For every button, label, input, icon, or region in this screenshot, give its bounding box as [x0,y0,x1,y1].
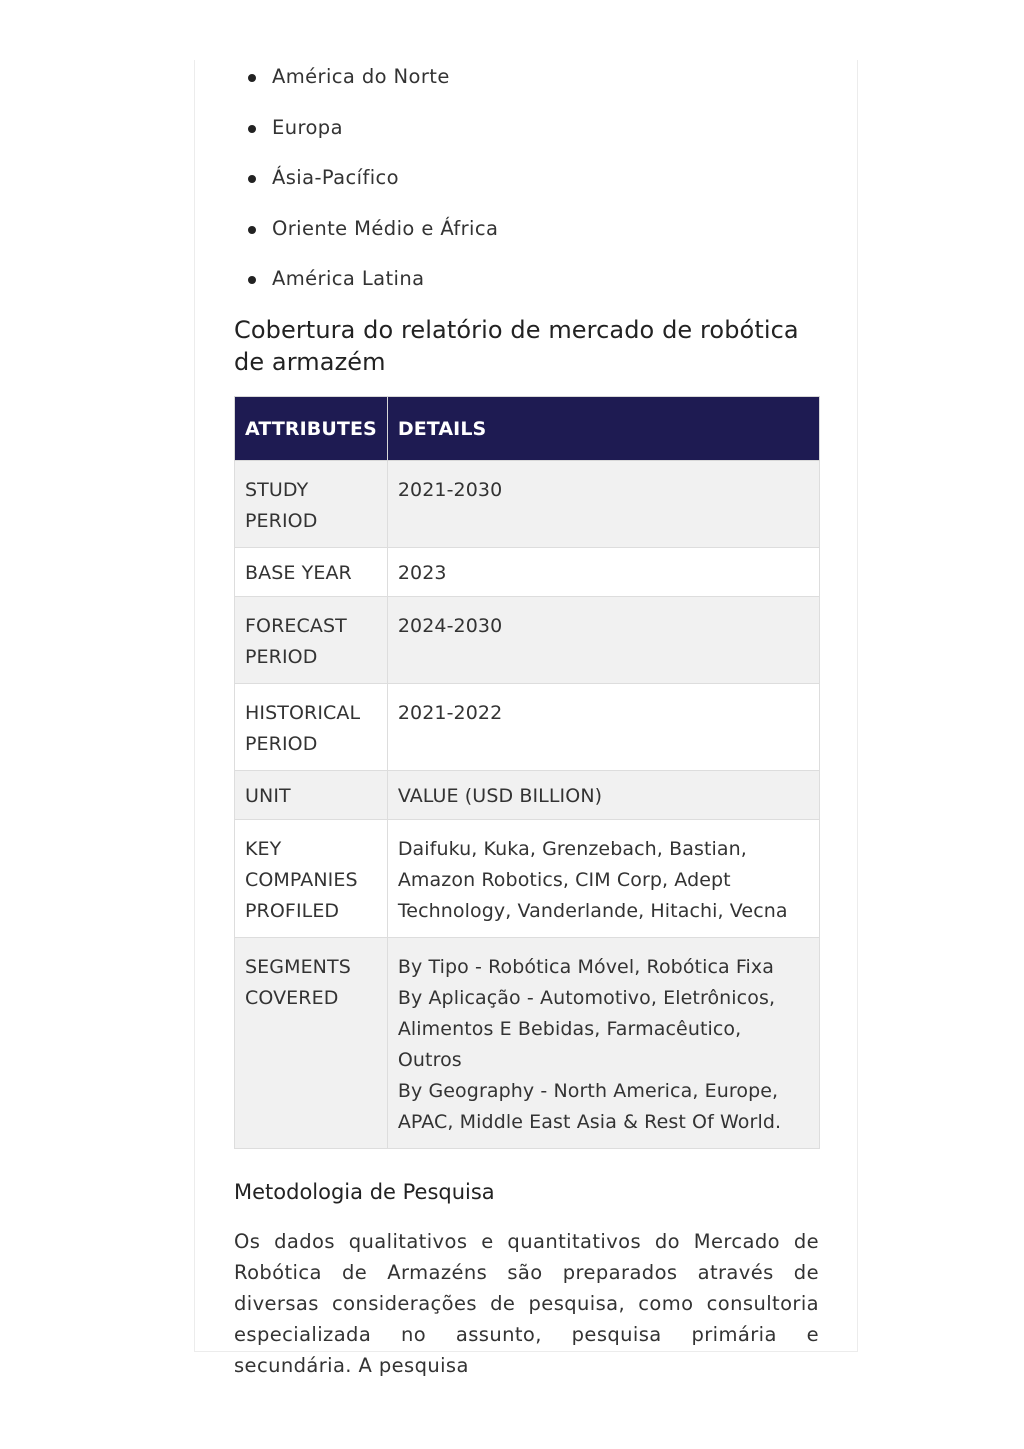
attribute-cell: FORECAST PERIOD [235,597,388,684]
details-cell [387,938,819,1149]
table-row [235,597,820,684]
details-cell: 2023 [387,548,819,597]
attribute-cell: HISTORICAL PERIOD [235,684,388,771]
header-attributes: ATTRIBUTES [235,397,388,461]
segment-line: By Geography - North America, Europe, APAC, Middle East Asia & Rest Of World. [397,1080,782,1133]
table-row [235,938,820,1149]
regions-list [248,62,498,315]
bullet-icon [248,276,256,284]
table-row [235,461,820,548]
attribute-cell: UNIT [235,771,388,820]
bullet-icon [248,125,256,133]
methodology-paragraph: Os dados qualitativos e quantitativos do Mercado de Robótica de Armazéns são preparados através de diversas considerações de pesquisa, como consultoria especializada no assunto, pesquisa primária e secundária. A pesquisa [234,1230,819,1377]
table-row [235,548,820,597]
attribute-cell: BASE YEAR [235,548,388,597]
methodology-heading: Metodologia de Pesquisa [234,1180,495,1204]
region-label: Europa [272,115,343,139]
region-label: América do Norte [272,65,450,88]
table-row [235,771,820,820]
bullet-icon [248,175,256,183]
details-cell: Daifuku, Kuka, Grenzebach, Bastian, Amazon Robotics, CIM Corp, Adept Technology, Vanderlande, Hitachi, Vecna [387,820,819,938]
list-item [248,113,498,164]
list-item [248,264,498,315]
bullet-icon [248,74,256,82]
details-cell: 2021-2022 [387,684,819,771]
attribute-cell: STUDY PERIOD [235,461,388,548]
region-label: Ásia-Pacífico [272,166,400,189]
header-details: DETAILS [387,397,819,461]
list-item [248,214,498,265]
attribute-cell: KEY COMPANIES PROFILED [235,820,388,938]
segment-line: By Aplicação - Automotivo, Eletrônicos, Alimentos E Bebidas, Farmacêutico, Outros [397,987,776,1071]
details-cell: VALUE (USD BILLION) [387,771,819,820]
list-item [248,62,498,113]
region-label: Oriente Médio e África [272,216,499,240]
segment-line: By Tipo - Robótica Móvel, Robótica Fixa [397,956,775,978]
table-header-row [235,397,820,461]
coverage-heading: Cobertura do relatório de mercado de robótica de armazém [234,316,799,376]
table-row [235,684,820,771]
table-row [235,820,820,938]
details-cell: 2021-2030 [387,461,819,548]
region-label: América Latina [272,267,425,290]
report-coverage-table [234,396,820,1149]
details-cell: 2024-2030 [387,597,819,684]
attribute-cell: SEGMENTS COVERED [235,938,388,1149]
bullet-icon [248,226,256,234]
list-item [248,163,498,214]
